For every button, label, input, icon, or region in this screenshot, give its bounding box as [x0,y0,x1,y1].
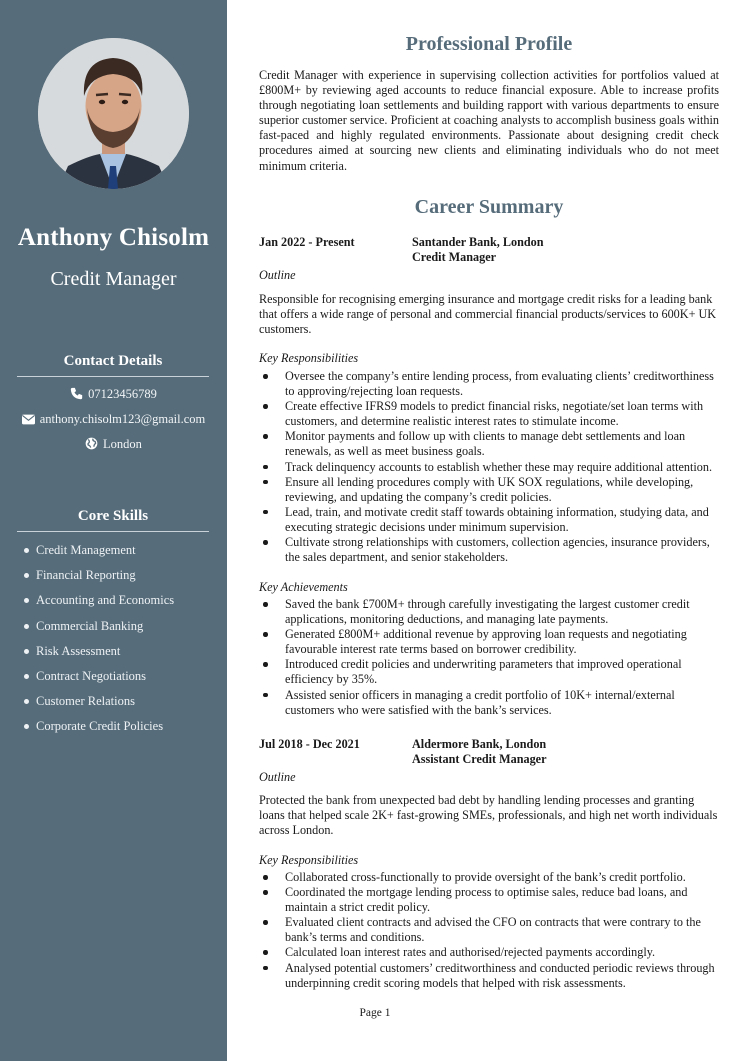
skill-item [24,567,174,592]
responsibility-item [259,460,719,475]
phone-icon [70,387,83,400]
responsibility-item-text: Evaluated client contracts and advised the CFO on contracts that were contrary to the bank’s terms and conditions. [285,915,701,945]
bullet-icon [263,465,268,470]
achievement-item [259,657,719,687]
responsibility-item [259,505,719,535]
skill-item-text: Risk Assessment [36,643,121,658]
skill-item [24,668,174,693]
skill-item [24,542,174,567]
bullet-icon [263,434,268,439]
bullet-icon [263,950,268,955]
skill-item-text: Customer Relations [36,694,135,709]
bullet-icon [263,966,268,971]
achievement-item-text: Saved the bank £700M+ through carefully investigating the largest customer credit applications, monitoring deductions, and managing late payments. [285,597,690,627]
skill-item [24,618,174,643]
skill-item [24,643,174,668]
bullet-icon [263,632,268,637]
responsibilities-label: Key Responsibilities [259,853,359,867]
responsibility-item [259,945,719,960]
job-outline: Responsible for recognising emerging insurance and mortgage credit risks for a leading bank that offers a wide range of personal and commercial financial products/services to 600K+ UK customers. [259,292,717,337]
bullet-icon [263,510,268,515]
skill-item-text: Credit Management [36,543,136,557]
responsibilities-list [259,870,719,991]
responsibility-item [259,961,719,991]
bullet-icon [263,602,268,607]
responsibility-item [259,429,719,459]
responsibility-item-text: Oversee the company’s entire lending process, from evaluating clients’ creditworthiness to approving/rejecting loan requests. [285,369,714,399]
job-company: Santander Bank, London [412,235,544,249]
skill-item [24,693,174,718]
responsibility-item-text: Create effective IFRS9 models to predict financial risks, negotiate/set loan terms with customers, and determine realistic interest rates to stimulate income. [285,399,704,429]
achievements-list [259,597,719,718]
responsibility-item-text: Calculated loan interest rates and authorised/rejected payments accordingly. [285,945,656,960]
responsibility-item [259,475,719,505]
responsibility-item [259,535,719,565]
responsibility-item [259,399,719,429]
job-dates: Jan 2022 - Present [259,235,355,249]
contact-email [0,412,227,427]
bullet-icon [263,374,268,379]
bullet-icon [24,649,29,654]
responsibility-item-text: Lead, train, and motivate credit staff towards obtaining information, studying data, and executing strategic decisions under minimum supervision. [285,504,709,534]
outline-label: Outline [259,770,296,784]
candidate-role: Credit Manager [50,268,177,290]
achievement-item-text: Generated £800M+ additional revenue by approving loan requests and negotiating favourable interest rate terms based on borrower credibility. [285,627,687,657]
envelope-icon [22,414,35,425]
profile-heading: Professional Profile [405,33,573,55]
bullet-icon [263,480,268,485]
bullet-icon [24,548,29,553]
candidate-name: Anthony Chisolm [17,224,210,251]
bullet-icon [263,890,268,895]
achievement-item [259,688,719,718]
bullet-icon [24,724,29,729]
contact-location [0,437,227,452]
skill-item [24,718,174,743]
skill-item-text: Commercial Banking [36,618,144,633]
skill-item [24,592,174,617]
bullet-icon [24,573,29,578]
skill-item-text: Financial Reporting [36,568,136,583]
outline-label: Outline [259,268,296,282]
bullet-icon [24,598,29,603]
skills-list [24,542,174,744]
achievement-item [259,597,719,627]
responsibility-item-text: Monitor payments and follow up with clients to manage debt settlements and loan renewals, as well as meet business goals. [285,429,686,459]
responsibility-item-text: Cultivate strong relationships with customers, collection agencies, insurance providers, the sales department, and senior stakeholders. [285,535,710,565]
job-dates: Jul 2018 - Dec 2021 [259,737,360,751]
bullet-icon [263,404,268,409]
responsibility-item [259,369,719,399]
achievement-item-text: Introduced credit policies and underwriting parameters that improved operational efficiency by 35%. [285,657,682,687]
bullet-icon [24,699,29,704]
contact-location-text: London [103,437,142,451]
profile-photo-illustration [38,38,189,189]
bullet-icon [24,624,29,629]
responsibility-item-text: Ensure all lending procedures comply with UK SOX regulations, while developing, reviewing, and updating the company’s credit policies. [285,474,694,504]
job-title: Credit Manager [412,250,497,264]
skill-item-text: Accounting and Economics [36,593,175,608]
job-title: Assistant Credit Manager [412,752,547,766]
responsibilities-list [259,369,719,565]
skill-item-text: Corporate Credit Policies [36,719,164,734]
bullet-icon [263,920,268,925]
responsibilities-label: Key Responsibilities [259,351,359,365]
bullet-icon [263,693,268,698]
responsibility-item [259,870,719,885]
sidebar [0,0,227,1061]
bullet-icon [263,875,268,880]
contact-phone-text[interactable]: 07123456789 [88,387,157,401]
achievement-item [259,627,719,657]
responsibility-item-text: Track delinquency accounts to establish whether these may require additional attention. [285,459,713,474]
profile-text: Credit Manager with experience in supervising collection activities for portfolios valued at £800M+ by reviewing aged accounts to reduce financial exposure. Able to increase profits through negotiating loan settlements and building rapport with various departments to ensure superior customer service. Proficient at coaching analysts to accomplish business goals within fast-paced and highly regulated environments. Passionate about designing credit check procedures aimed at sourcing new clients and eliminating individuals who do not meet minimum criteria. [259,68,719,173]
bullet-icon [24,674,29,679]
bullet-icon [263,662,268,667]
responsibility-item-text: Coordinated the mortgage lending process to optimise sales, reduce bad loans, and maintain a strict credit policy. [285,885,688,915]
contact-heading: Contact Details [17,353,209,377]
bullet-icon [263,540,268,545]
responsibility-item-text: Collaborated cross-functionally to provide oversight of the bank’s credit portfolio. [285,870,686,884]
skill-item-text: Contract Negotiations [36,668,147,683]
job-outline: Protected the bank from unexpected bad debt by handling lending processes and granting loans that helped scale 2K+ fast-growing SMEs, professionals, and high net worth individuals across London. [259,793,718,838]
page-number: Page 1 [359,1007,391,1019]
globe-icon [85,437,98,450]
responsibility-item-text: Analysed potential customers’ creditworthiness and conducted periodic reviews through underpinning credit scoring models that helped with risk assessments. [285,960,715,990]
achievement-item-text: Assisted senior officers in managing a credit portfolio of 10K+ internal/external customers who were satisfied with the bank’s services. [285,687,675,717]
skills-heading: Core Skills [17,508,209,532]
job-company: Aldermore Bank, London [412,737,547,751]
contact-phone [0,387,227,402]
career-heading: Career Summary [414,196,564,218]
responsibility-item [259,885,719,915]
responsibility-item [259,915,719,945]
contact-email-text[interactable]: anthony.chisolm123@gmail.com [39,412,206,426]
profile-photo [38,38,189,189]
achievements-label: Key Achievements [259,580,348,594]
